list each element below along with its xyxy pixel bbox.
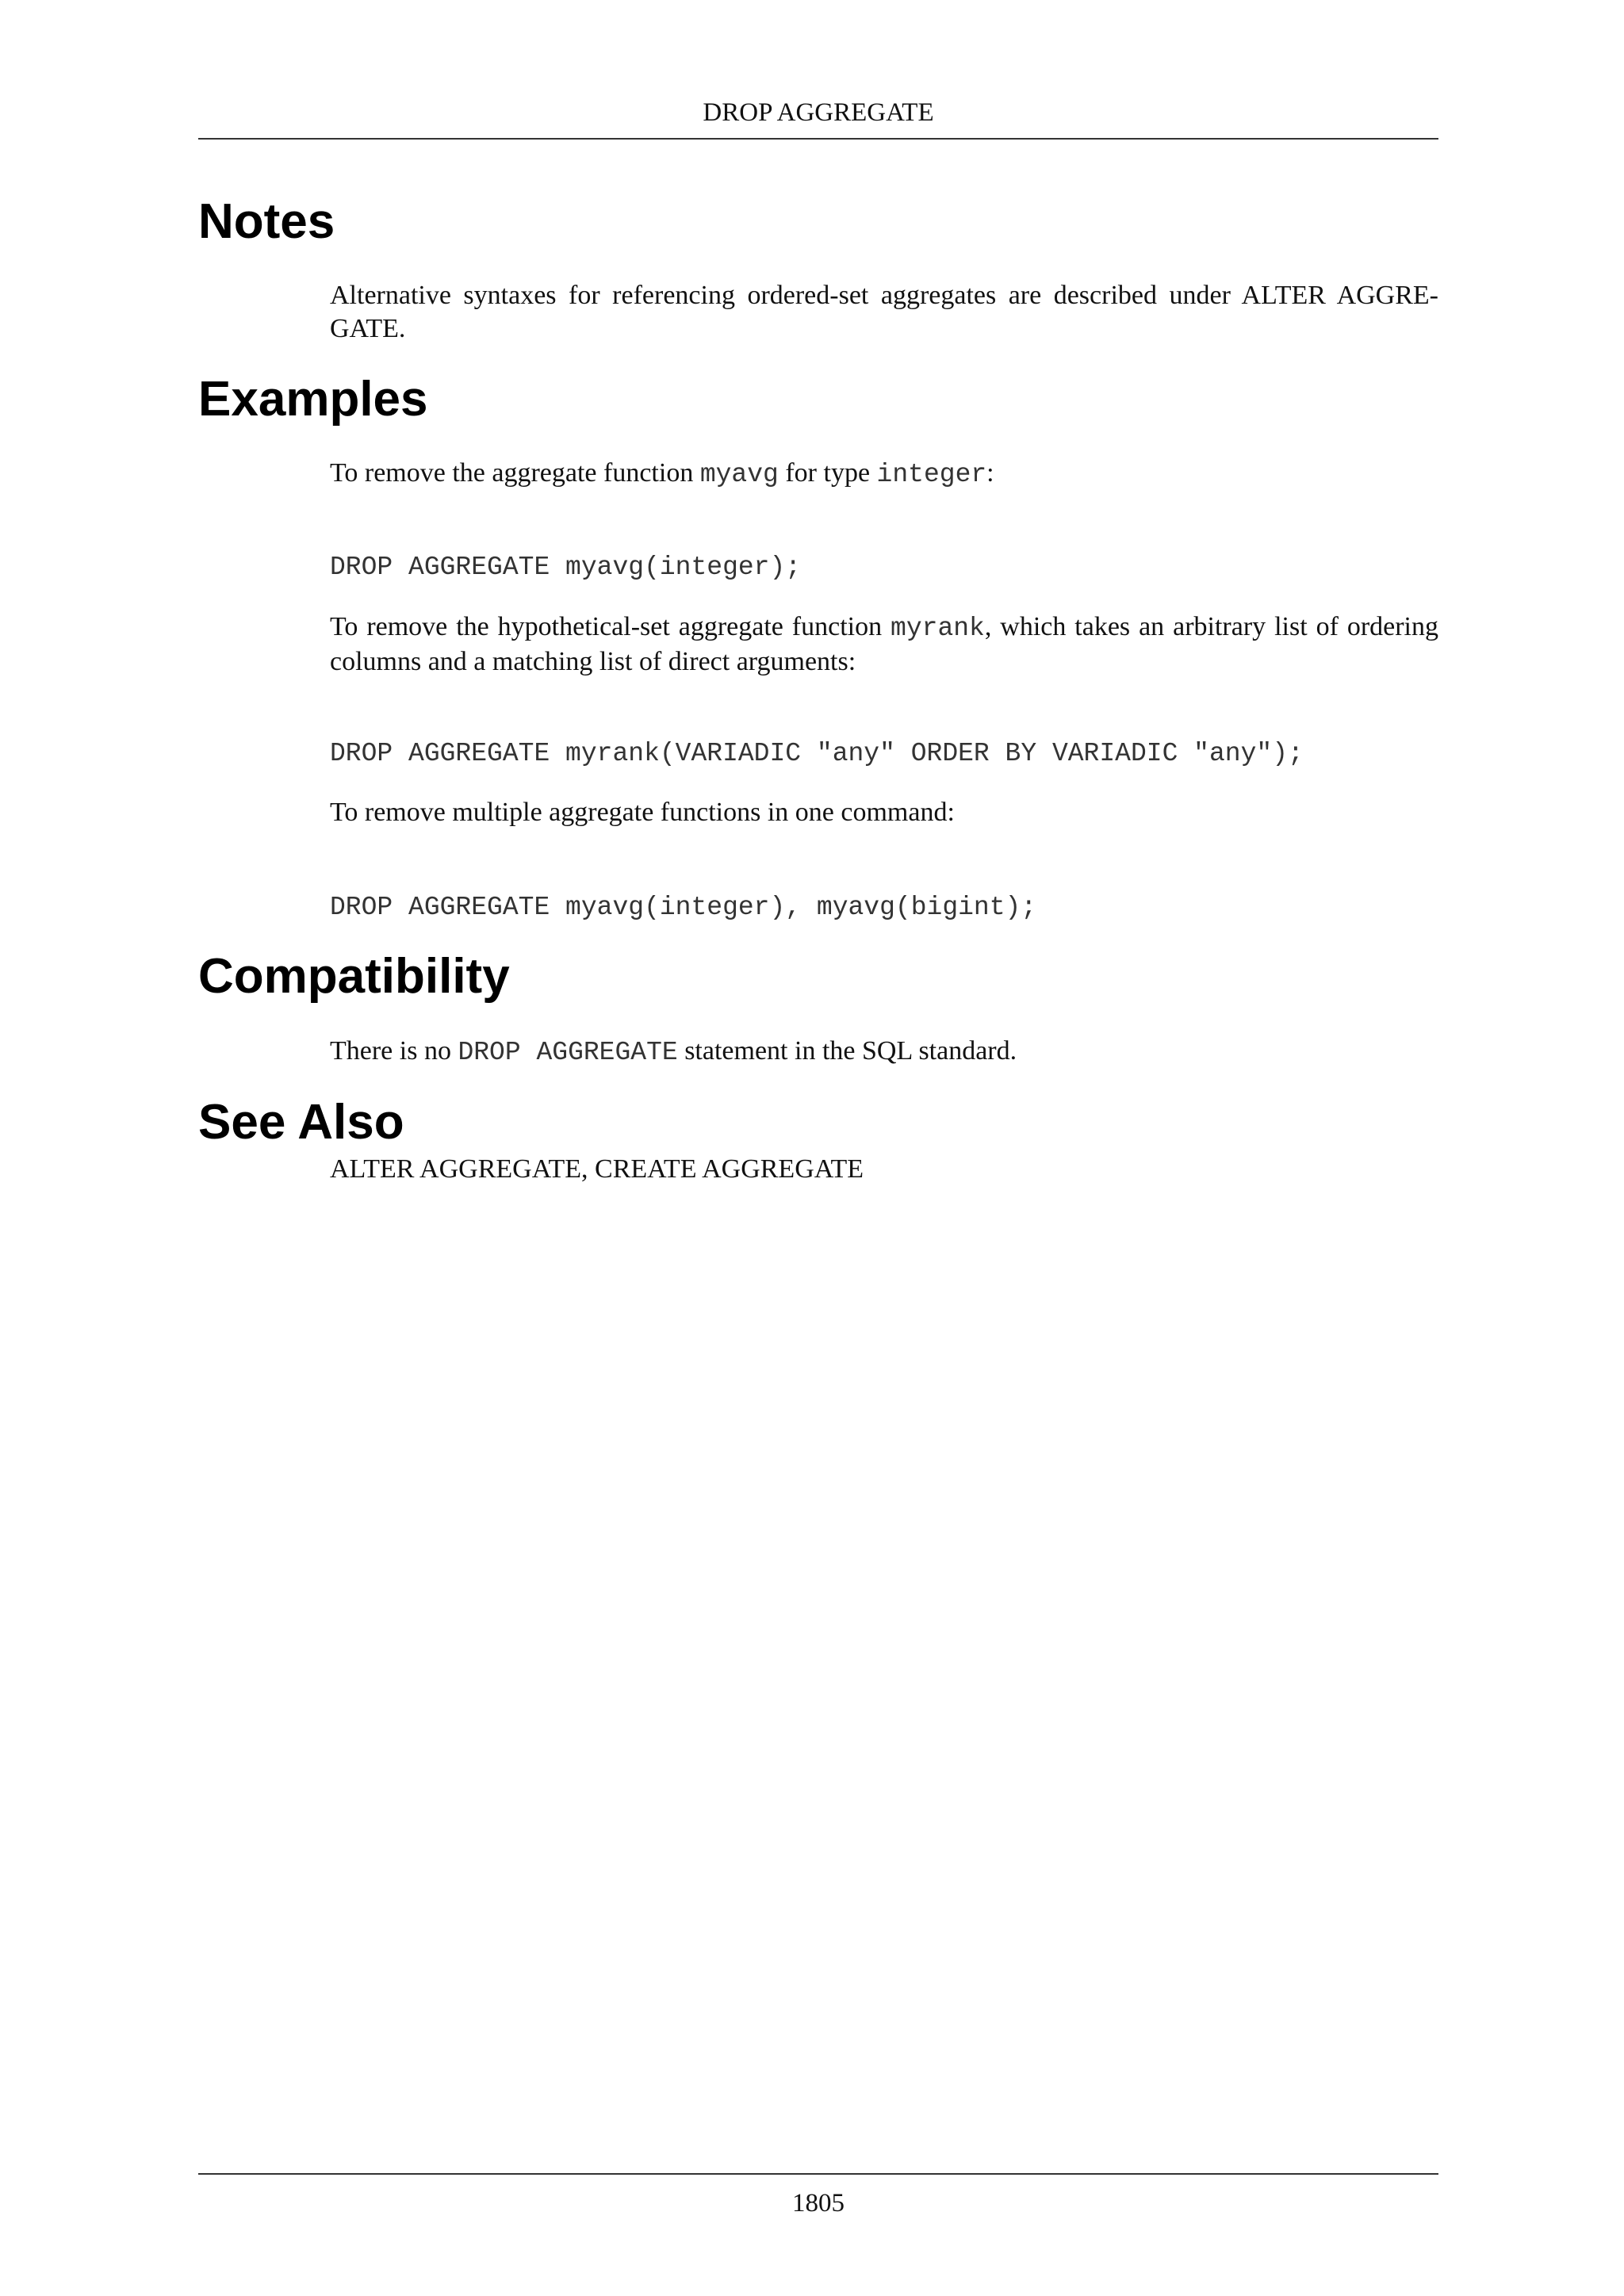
compatibility-text-prefix: There is no xyxy=(330,1036,458,1066)
code-example-2: DROP AGGREGATE myrank(VARIADIC "any" ORDER BY VARIADIC "any"); xyxy=(330,739,1304,768)
example3-description: To remove multiple aggregate functions in one command: xyxy=(330,798,955,827)
example1-function-name: myavg xyxy=(699,460,779,489)
compatibility-heading: Compatibility xyxy=(198,949,510,1004)
example1-text-suffix: : xyxy=(986,458,994,488)
notes-heading: Notes xyxy=(198,194,335,249)
example2-text-suffix: , which takes an arbitrary list of ordering columns and a matching list of direct arguments: xyxy=(330,612,1439,676)
see-also-heading: See Also xyxy=(198,1095,404,1150)
examples-heading: Examples xyxy=(198,372,428,427)
example1-text-prefix: To remove the aggregate function xyxy=(330,458,700,488)
notes-text-line2: GATE. xyxy=(330,314,406,343)
example2-function-name: myrank xyxy=(891,614,985,643)
page-number: 1805 xyxy=(198,2173,1438,2222)
example2-text-prefix: To remove the hypothetical-set aggregate function xyxy=(330,612,891,641)
see-also-text: ALTER AGGREGATE, CREATE AGGREGATE xyxy=(330,1154,864,1184)
notes-text-line1: Alternative syntaxes for referencing ordered-set aggregates are described under ALTER AGGRE- xyxy=(330,281,1438,310)
code-example-1: DROP AGGREGATE myavg(integer); xyxy=(330,553,802,582)
compatibility-text-suffix: statement in the SQL standard. xyxy=(677,1036,1017,1066)
example2-description xyxy=(330,610,1438,679)
code-example-3: DROP AGGREGATE myavg(integer), myavg(bigint); xyxy=(330,893,1037,922)
example1-text-middle: for type xyxy=(778,458,877,488)
compatibility-command: DROP AGGREGATE xyxy=(458,1038,678,1067)
page-header: DROP AGGREGATE xyxy=(198,94,1438,140)
example1-type-name: integer xyxy=(876,460,987,489)
compatibility-text xyxy=(330,1035,1438,1070)
example1-description xyxy=(330,457,1438,492)
